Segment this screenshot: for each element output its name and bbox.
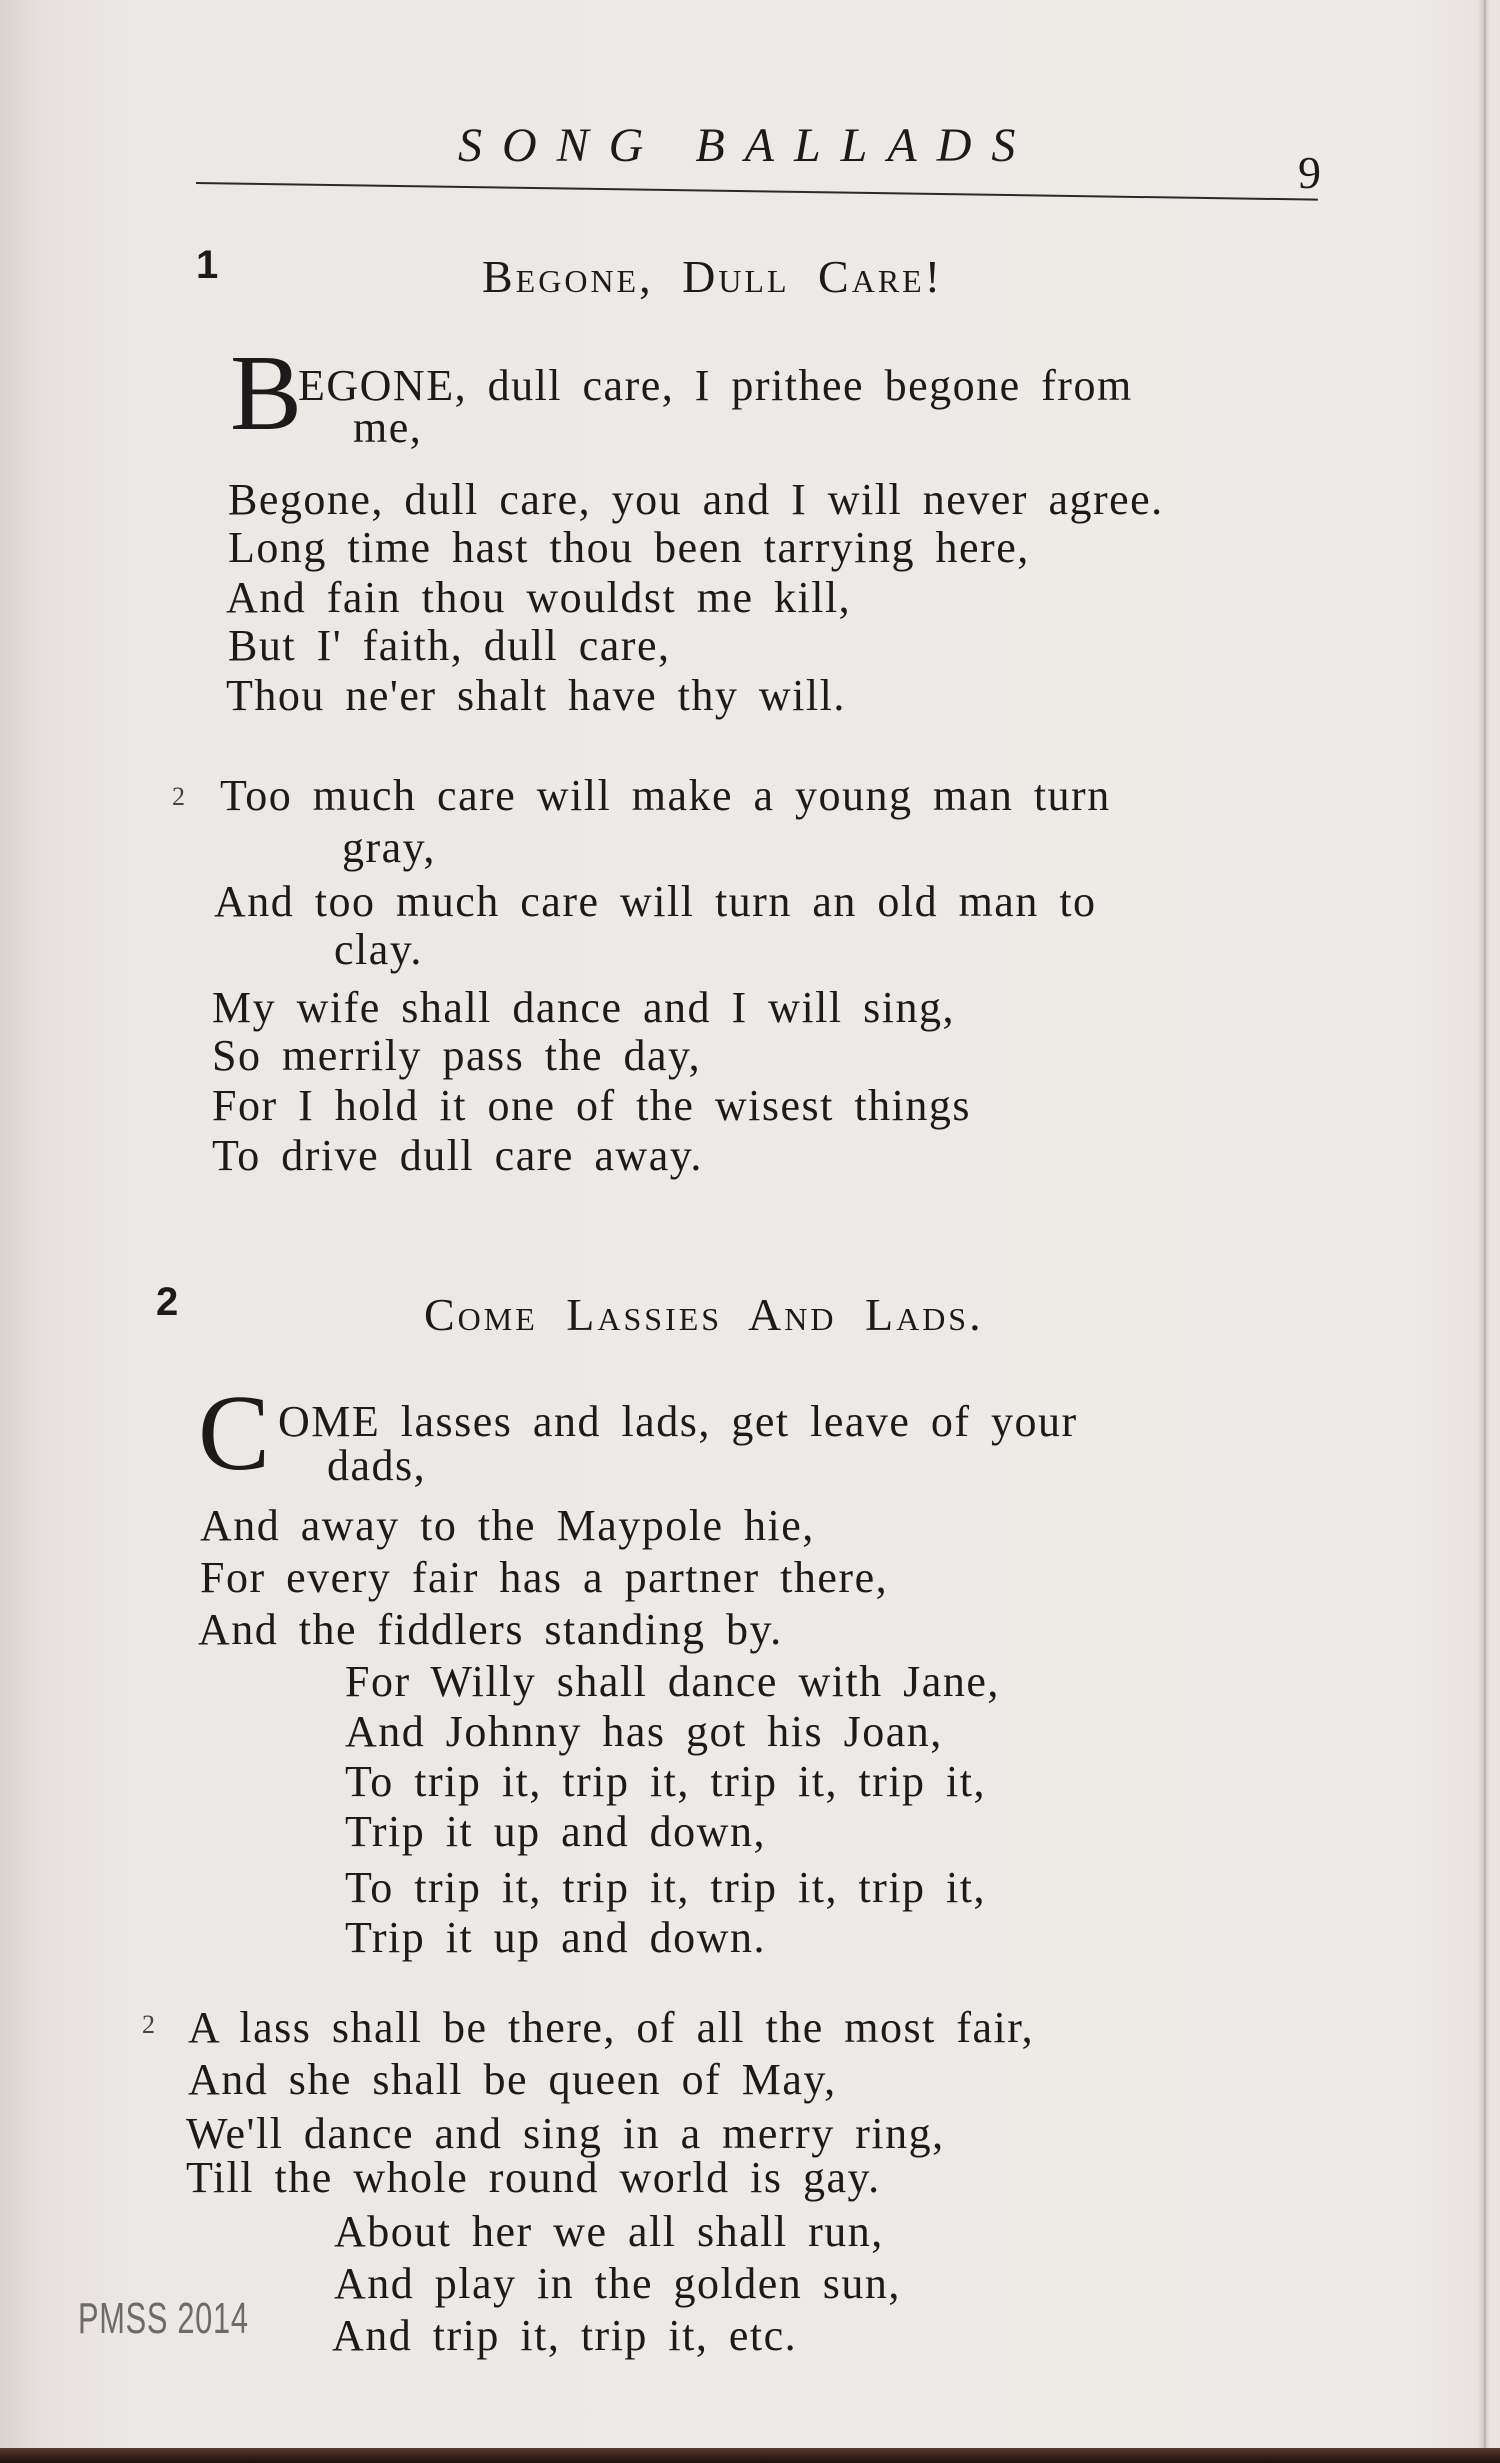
verse-line: And the fiddlers standing by. [198,1605,783,1654]
verse-line: Trip it up and down, [345,1807,766,1856]
verse-line: And too much care will turn an old man to [214,877,1097,926]
verse-line: And she shall be queen of May, [188,2055,837,2104]
verse-line: We'll dance and sing in a merry ring, [186,2109,945,2158]
book-bottom-edge [0,2448,1500,2463]
song-number: 2 [156,1280,179,1324]
verse-line: To trip it, trip it, trip it, trip it, [345,1863,987,1912]
stanza-number: 2 [142,2010,155,2039]
verse-line: And away to the Maypole hie, [200,1501,815,1550]
verse-line: A lass shall be there, of all the most fair, [188,2003,1035,2052]
drop-cap: C [198,1374,271,1493]
verse-line: Thou ne'er shalt have thy will. [226,671,846,720]
verse-line: So merrily pass the day, [212,1031,702,1080]
verse-line: clay. [334,925,423,974]
page-number: 9 [1298,147,1321,198]
page-edge [1484,0,1486,2463]
song-title: Come Lassies And Lads. [424,1289,984,1340]
verse-line: My wife shall dance and I will sing, [212,983,955,1032]
verse-line: OME lasses and lads, get leave of your [278,1397,1078,1446]
verse-line: And trip it, trip it, etc. [332,2311,798,2360]
verse-line: me, [353,403,423,452]
verse-line: For I hold it one of the wisest things [212,1081,971,1130]
verse-line: Too much care will make a young man turn [220,771,1111,820]
verse-line: dads, [327,1441,427,1490]
verse-line: Long time hast thou been tarrying here, [228,523,1030,572]
verse-line: Trip it up and down. [345,1913,766,1962]
verse-line: About her we all shall run, [334,2207,884,2256]
drop-cap: B [230,334,303,453]
verse-line: gray, [342,823,436,872]
song-number: 1 [196,243,219,287]
verse-line: And play in the golden sun, [334,2259,901,2308]
verse-line: Begone, dull care, you and I will never agree. [228,475,1164,524]
verse-line: And fain thou wouldst me kill, [226,573,852,622]
verse-line: But I' faith, dull care, [228,621,671,670]
verse-line: To drive dull care away. [212,1131,703,1180]
verse-line: And Johnny has got his Joan, [345,1707,943,1756]
watermark: PMSS 2014 [78,2294,249,2343]
song-title: Begone, Dull Care! [482,251,944,302]
verse-line: For Willy shall dance with Jane, [345,1657,1000,1706]
stanza-number: 2 [172,782,185,811]
verse-line: EGONE, dull care, I prithee begone from [298,361,1133,410]
verse-line: Till the whole round world is gay. [186,2153,881,2202]
verse-line: To trip it, trip it, trip it, trip it, [345,1757,987,1806]
verse-line: For every fair has a partner there, [200,1553,889,1602]
running-title: SONG BALLADS [458,119,1036,172]
header-rule [196,182,1318,201]
